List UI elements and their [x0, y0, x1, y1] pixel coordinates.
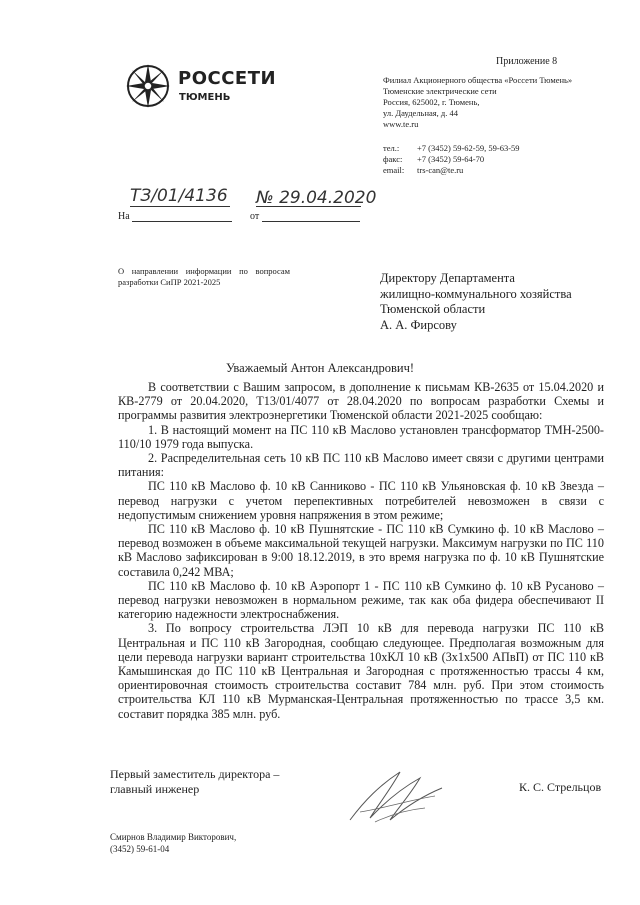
paragraph: ПС 110 кВ Маслово ф. 10 кВ Аэропорт 1 - ПС 110 кВ Сумкино ф. 10 кВ Русаново – перевод нагрузки невозможен в нормальном режиме, так как оба фидера обеспечивают II категорию надежности электроснабжения. [118, 578, 604, 622]
executor-name: Смирнов Владимир Викторович, [110, 832, 237, 842]
fax-value: +7 (3452) 59-64-70 [417, 154, 485, 164]
sender-line: Филиал Акционерного общества «Россети Тюмень» [383, 75, 573, 85]
na-label: На [118, 211, 130, 222]
ot-label: от [250, 211, 260, 222]
addressee [380, 271, 572, 333]
paragraph: 1. В настоящий момент на ПС 110 кВ Маслово установлен трансформатор ТМН-2500-110/10 1979 года выпуска. [118, 422, 604, 451]
email-label: email: [383, 165, 405, 175]
na-line [132, 221, 232, 222]
signatory-name: К. С. Стрельцов [519, 780, 602, 794]
paragraph: 2. Распределительная сеть 10 кВ ПС 110 кВ Маслово имеет связи с другими центрами питания: [118, 451, 604, 480]
sender-line: ул. Даудельная, д. 44 [383, 108, 458, 118]
greeting: Уважаемый Антон Александрович! [225, 361, 415, 375]
executor [110, 831, 236, 855]
reg-date-line [256, 206, 361, 207]
addressee-line: А. А. Фирсову [380, 317, 457, 332]
paragraph: 3. По вопросу строительства ЛЭП 10 кВ для перевода нагрузки ПС 110 кВ Центральная и ПС 110 кВ Загородная, сообщаю следующее. Предполагая возможным для цели перевода нагрузки вариант строительства 10хКЛ 10 кВ (3х1х500 АПвП) от ПС 110 кВ Камышинская до ПС 110 кВ Центральная и Загородная с протяженностью трассы 4 км, ориентировочная стоимость строительства составит 784 млн. руб. При этом стоимость строительства КЛ 110 кВ Мурманская-Центральная протяженностью по трассе 3,5 км. составит порядка 385 млн. руб. [118, 621, 604, 721]
addressee-line: Директору Департамента [380, 271, 515, 285]
sender-address [383, 75, 623, 130]
logo-region: ТЮМЕНЬ [179, 92, 231, 103]
reg-number-handwritten: ТЗ/01/4136 [130, 186, 228, 206]
reg-number-line [130, 206, 230, 207]
addressee-line: Тюменской области [380, 302, 486, 316]
signatory-title-line: главный инженер [110, 782, 200, 796]
subject: О направлении информации по вопросам разработки СиПР 2021-2025 [118, 266, 290, 287]
signatory-title-line: Первый заместитель директора – [110, 767, 280, 781]
handwritten-signature [330, 760, 460, 830]
sender-contacts [383, 143, 623, 176]
sender-line: www.te.ru [383, 119, 419, 129]
fax-label: факс: [383, 154, 403, 164]
paragraph: В соответствии с Вашим запросом, в дополнение к письмам КВ-2635 от 15.04.2020 и КВ-2779 от 20.04.2020, Т13/01/4077 от 28.04.2020 по вопросам разработки Схемы и программы развития электроэнергетики Тюменской области 2021-2025 сообщаю: [118, 380, 604, 423]
ot-line [262, 221, 360, 222]
letter-body [118, 380, 604, 721]
tel-value: +7 (3452) 59-62-59, 59-63-59 [417, 143, 520, 153]
sender-line: Россия, 625002, г. Тюмень, [383, 97, 480, 107]
reg-date-handwritten: № 29.04.2020 [256, 188, 377, 208]
paragraph: ПС 110 кВ Маслово ф. 10 кВ Санниково - ПС 110 кВ Ульяновская ф. 10 кВ Звезда – перевод нагрузки с учетом перепективных потребителей невозможен в связи с недопустимым снижением уровня напряжения в этом режиме; [118, 479, 604, 522]
tel-label: тел.: [383, 143, 400, 153]
signatory-title [110, 767, 279, 797]
rosseti-logo-icon [122, 60, 174, 112]
executor-phone: (3452) 59-61-04 [110, 844, 170, 854]
email-value: trs-can@te.ru [417, 165, 464, 175]
addressee-line: жилищно-коммунального хозяйства [380, 286, 572, 301]
appendix-label: Приложение 8 [496, 56, 558, 67]
logo-name: РОССЕТИ [178, 68, 277, 89]
paragraph: ПС 110 кВ Маслово ф. 10 кВ Пушнятские - ПС 110 кВ Сумкино ф. 10 кВ Маслово – перевод возможен в объеме максимальной текущей нагрузки. Максимум нагрузки по ПС 110 кВ Маслово зафиксирован в 9:00 18.12.2019, в это время нагрузка по ф. 10 кВ Пушнятские составила 0,242 МВА; [118, 522, 604, 579]
sender-line: Тюменские электрические сети [383, 86, 497, 96]
